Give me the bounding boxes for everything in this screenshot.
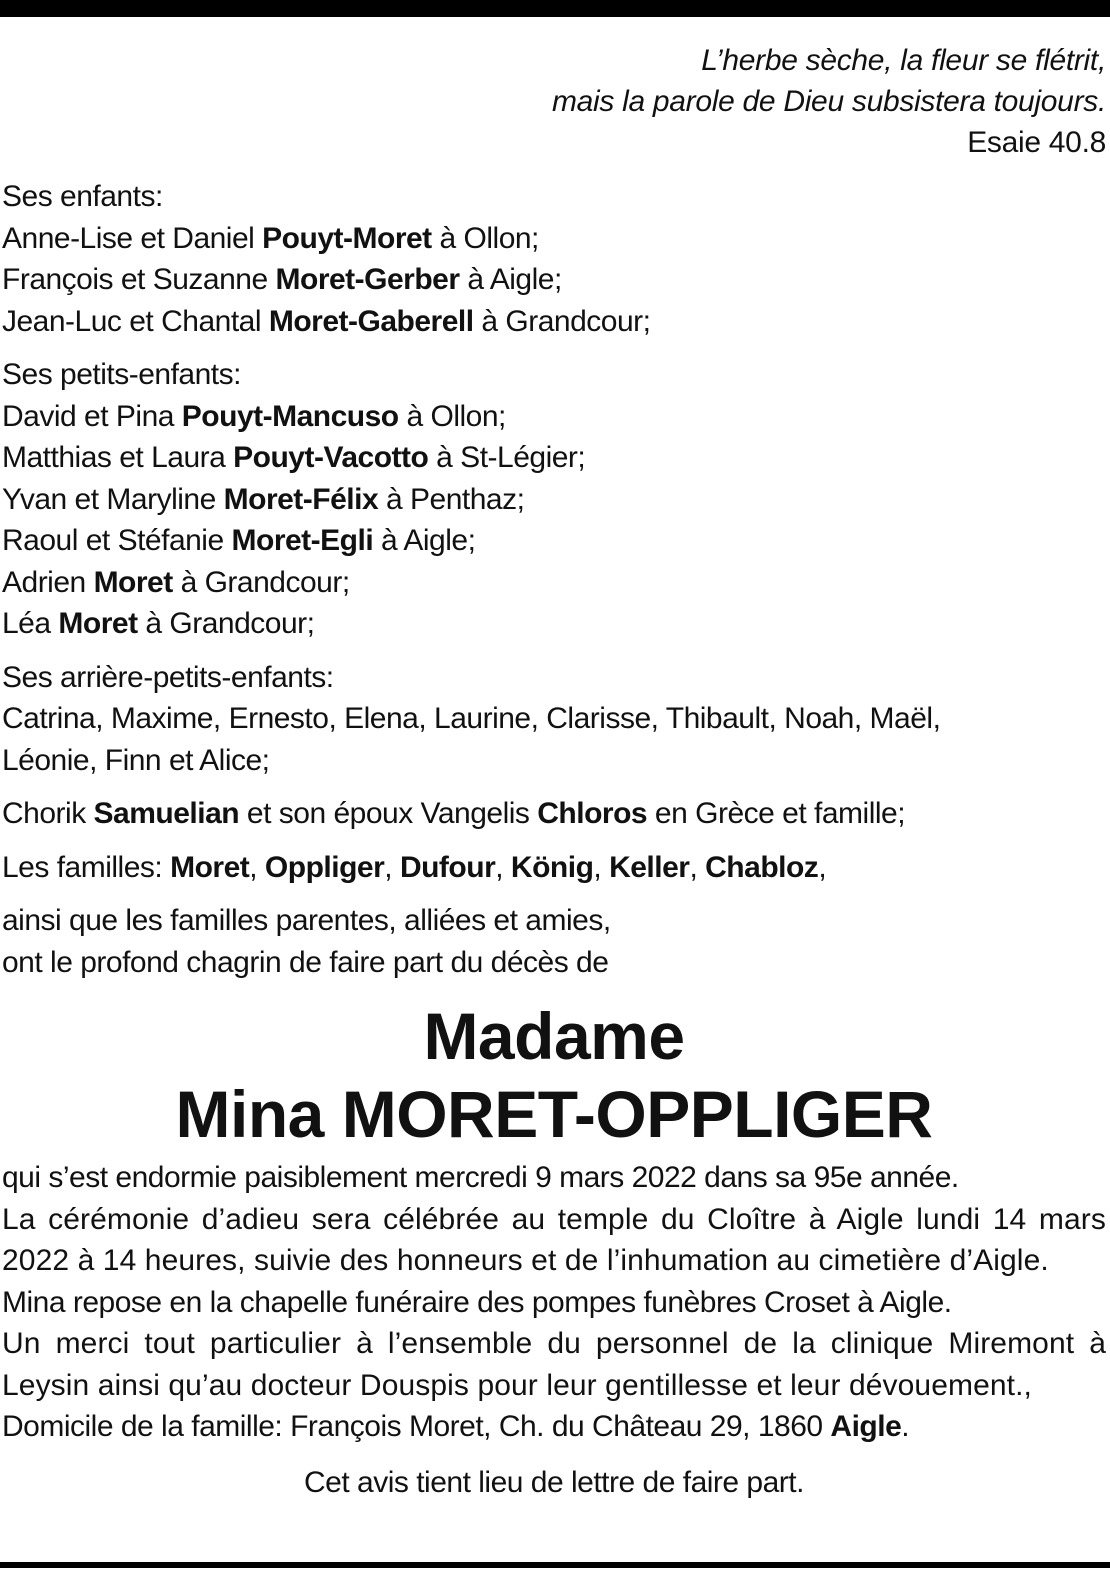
thanks-text: Un merci tout particulier à l’ensemble du personnel de la clinique Miremont à Leysin ainsi qu’au docteur Douspis pour leur gentillesse et leur dévouement., bbox=[2, 1327, 1106, 1402]
grandchildren-row: Yvan et Maryline Moret-Félix à Penthaz; bbox=[2, 482, 525, 516]
ceremony-text: La cérémonie d’adieu sera célébrée au temple du Cloître à Aigle lundi 14 mars 2022 à 14 heures, suivie des honneurs et de l’inhumation au cimetière d’Aigle. bbox=[2, 1202, 1106, 1277]
epigraph-line-2: mais la parole de Dieu subsistera toujours. bbox=[551, 85, 1106, 118]
epigraph-line-1: L’herbe sèche, la fleur se flétrit, bbox=[701, 44, 1106, 77]
great-grandchildren-section bbox=[2, 657, 1106, 782]
family-name: Moret bbox=[170, 850, 250, 884]
closing-note: Cet avis tient lieu de lettre de faire part. bbox=[304, 1465, 804, 1499]
children-section bbox=[2, 176, 1106, 342]
grandchildren-row: Matthias et Laura Pouyt-Vacotto à St-Légier; bbox=[2, 441, 586, 474]
family-name: Keller bbox=[609, 850, 690, 884]
announcement-body bbox=[2, 176, 1106, 1503]
grandchildren-row: Adrien Moret à Grandcour; bbox=[2, 565, 350, 599]
top-rule bbox=[0, 0, 1110, 17]
great-grandchildren-names: Catrina, Maxime, Ernesto, Elena, Laurine, Clarisse, Thibault, Noah, Maël, bbox=[2, 702, 941, 735]
great-grandchildren-heading: Ses arrière-petits-enfants: bbox=[2, 660, 334, 694]
grandchildren-row: Léa Moret à Grandcour; bbox=[2, 607, 315, 640]
family-name: Oppliger bbox=[264, 850, 385, 884]
deceased-title: Madame bbox=[423, 999, 685, 1073]
chorik-line: Chorik Samuelian et son époux Vangelis Chloros en Grèce et famille; bbox=[2, 797, 906, 830]
deceased-name bbox=[2, 997, 1106, 1153]
children-row: Jean-Luc et Chantal Moret-Gaberell à Grandcour; bbox=[2, 304, 651, 338]
children-row: Anne-Lise et Daniel Pouyt-Moret à Ollon; bbox=[2, 221, 539, 255]
family-name: Dufour bbox=[399, 850, 496, 884]
family-domicile: Domicile de la famille: François Moret, Ch. du Château 29, 1860 Aigle. bbox=[2, 1410, 910, 1443]
intro-text: ainsi que les familles parentes, alliées et amies, ont le profond chagrin de faire part du décès de bbox=[2, 904, 611, 979]
grandchildren-heading: Ses petits-enfants: bbox=[2, 358, 241, 391]
children-heading: Ses enfants: bbox=[2, 180, 163, 213]
resting-place-text: Mina repose en la chapelle funéraire des pompes funèbres Croset à Aigle. bbox=[2, 1285, 952, 1319]
epigraph-reference: Esaie 40.8 bbox=[967, 126, 1106, 159]
grandchildren-row: David et Pina Pouyt-Mancuso à Ollon; bbox=[2, 399, 506, 433]
families-line: Les familles: Moret, Oppliger, Dufour, König, Keller, Chabloz, bbox=[2, 850, 827, 884]
epigraph bbox=[552, 40, 1106, 163]
family-name: Chabloz bbox=[705, 850, 819, 884]
great-grandchildren-names: Léonie, Finn et Alice; bbox=[2, 743, 270, 777]
bottom-rule bbox=[0, 1562, 1110, 1568]
details-section bbox=[2, 1157, 1106, 1448]
family-name: König bbox=[510, 850, 594, 884]
deceased-full-name: Mina MORET-OPPLIGER bbox=[175, 1077, 933, 1151]
grandchildren-row: Raoul et Stéfanie Moret-Egli à Aigle; bbox=[2, 524, 476, 557]
children-row: François et Suzanne Moret-Gerber à Aigle; bbox=[2, 263, 562, 296]
grandchildren-section bbox=[2, 354, 1106, 645]
passed-away-text: qui s’est endormie paisiblement mercredi 9 mars 2022 dans sa 95e année. bbox=[2, 1161, 959, 1194]
